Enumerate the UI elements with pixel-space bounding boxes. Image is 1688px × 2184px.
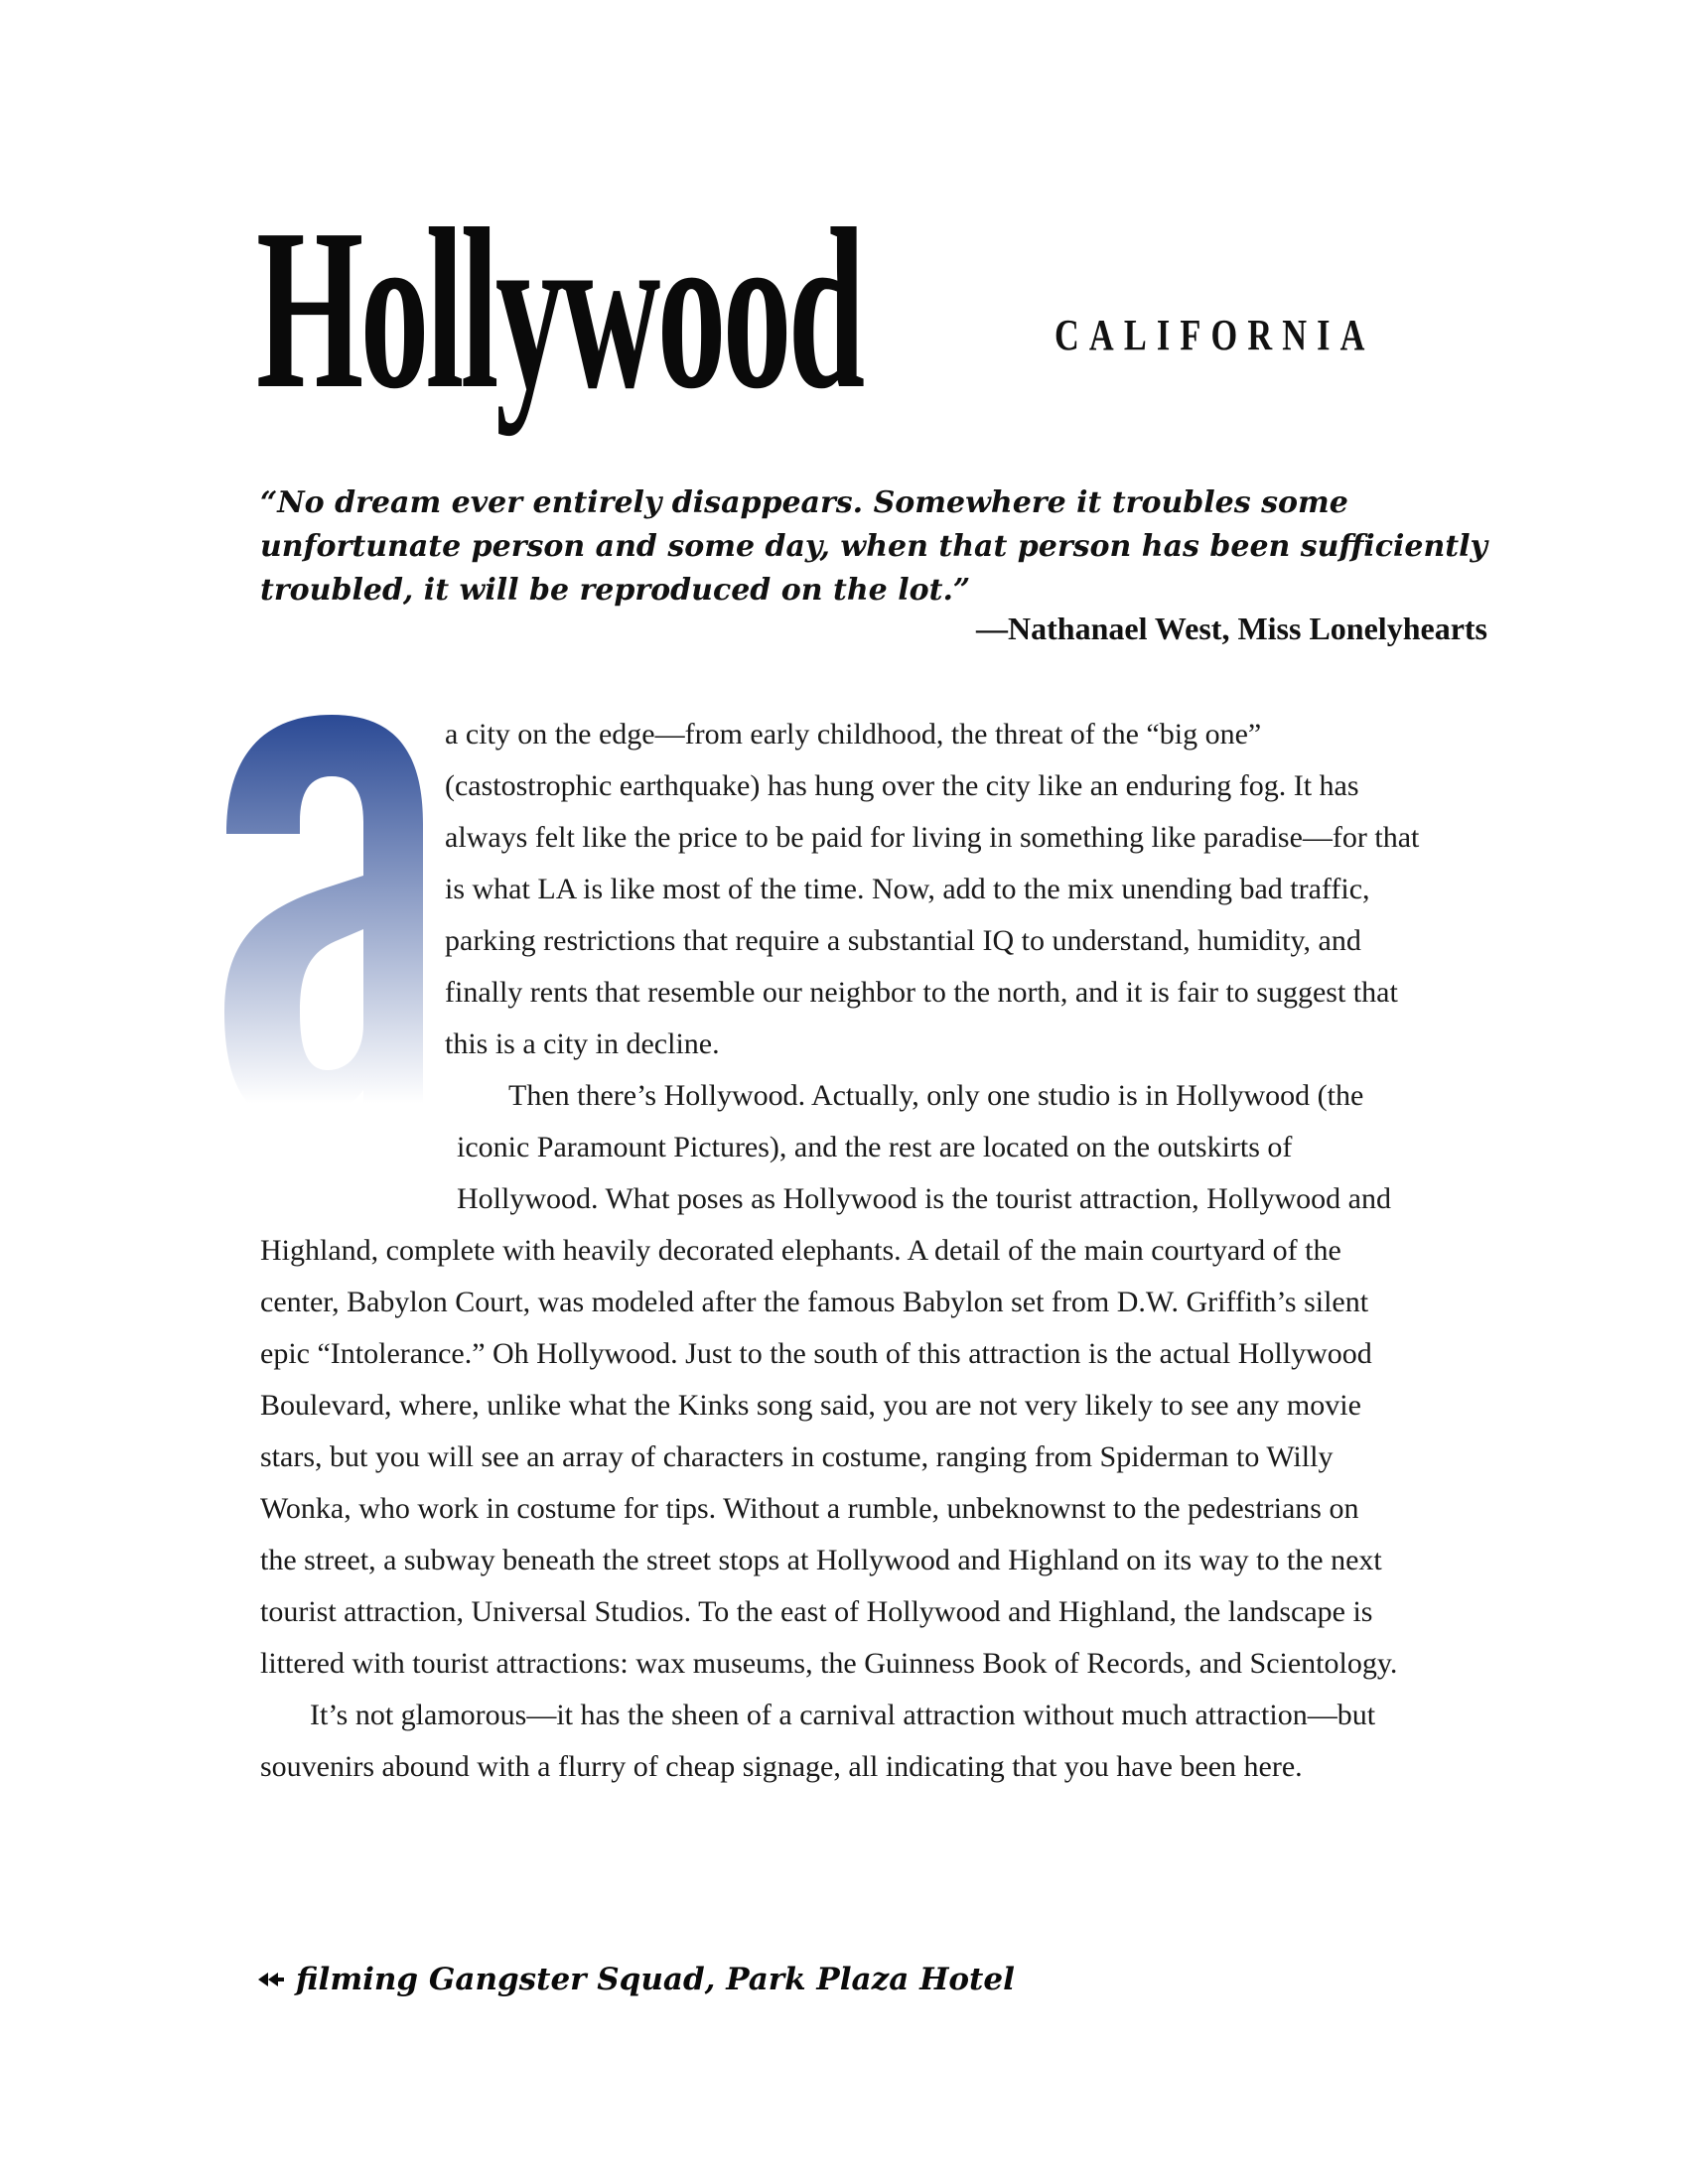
page-subtitle: CALIFORNIA — [1055, 311, 1375, 359]
text-line: a city on the edge—from early childhood, the threat of the “big one” — [445, 718, 1262, 751]
text-line: Highland, complete with heavily decorated elephants. A detail of the main courtyard of the — [260, 1234, 1341, 1267]
text-line: always felt like the price to be paid for living in something like paradise—for that — [445, 821, 1420, 854]
text-line: stars, but you will see an array of characters in costume, ranging from Spiderman to Willy — [260, 1440, 1334, 1473]
text-line: tourist attraction, Universal Studios. To the east of Hollywood and Highland, the landscape is — [260, 1595, 1373, 1628]
text-line: iconic Paramount Pictures), and the rest are located on the outskirts of — [457, 1131, 1293, 1163]
drop-cap-letter — [214, 685, 443, 1152]
text-line: It’s not glamorous—it has the sheen of a carnival attraction without much attraction—but — [310, 1699, 1376, 1731]
text-line: souvenirs abound with a flurry of cheap signage, all indicating that you have been here. — [260, 1750, 1303, 1783]
text-line: is what LA is like most of the time. Now, add to the mix unending bad traffic, — [445, 873, 1370, 905]
text-line: finally rents that resemble our neighbor to the north, and it is fair to suggest that — [445, 976, 1398, 1009]
caption-text: filming Gangster Squad, Park Plaza Hotel — [296, 1962, 1015, 1997]
double-left-arrow-icon — [256, 1970, 286, 1989]
epigraph-attribution: —Nathanael West, Miss Lonelyhearts — [976, 611, 1487, 646]
text-line: this is a city in decline. — [445, 1027, 720, 1060]
text-line: epic “Intolerance.” Oh Hollywood. Just to the south of this attraction is the actual Hollywood — [260, 1337, 1372, 1370]
text-line: Boulevard, where, unlike what the Kinks song said, you are not very likely to see any movie — [260, 1389, 1361, 1422]
photo-caption — [256, 1962, 1015, 1997]
text-line: littered with tourist attractions: wax museums, the Guinness Book of Records, and Scientology. — [260, 1647, 1398, 1680]
text-line: the street, a subway beneath the street stops at Hollywood and Highland on its way to the next — [260, 1544, 1382, 1576]
text-line: parking restrictions that require a substantial IQ to understand, humidity, and — [445, 924, 1361, 957]
text-line: Then there’s Hollywood. Actually, only one studio is in Hollywood (the — [508, 1079, 1364, 1112]
text-line: (castostrophic earthquake) has hung over the city like an enduring fog. It has — [445, 769, 1359, 802]
page-title: Hollywood — [256, 182, 862, 437]
epigraph-quote: “No dream ever entirely disappears. Somewhere it troubles some unfortunate person and some day, when that person has been sufficiently troubled, it will be reproduced on the lot.” — [260, 485, 1487, 608]
text-line: Wonka, who work in costume for tips. Without a rumble, unbeknownst to the pedestrians on — [260, 1492, 1359, 1525]
text-line: center, Babylon Court, was modeled after the famous Babylon set from D.W. Griffith’s silent — [260, 1286, 1369, 1318]
text-line: Hollywood. What poses as Hollywood is the tourist attraction, Hollywood and — [457, 1182, 1392, 1215]
